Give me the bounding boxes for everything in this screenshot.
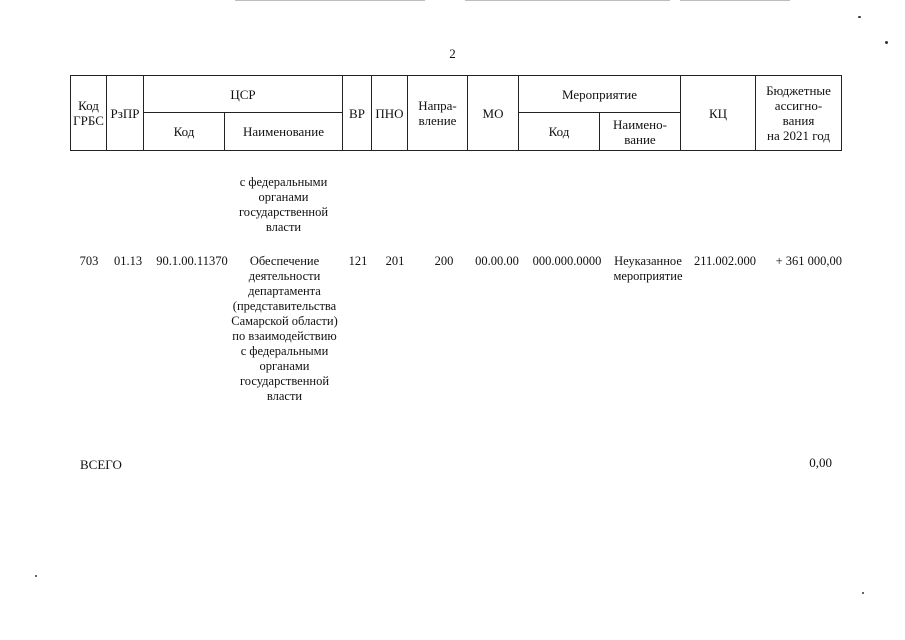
header-budget: Бюджетные ассигно- вания на 2021 год	[755, 75, 842, 151]
header-kc: КЦ	[680, 75, 756, 151]
cell-rzpr: 01.13	[113, 254, 143, 268]
cell-mer-kod: 000.000.0000	[532, 254, 602, 268]
header-csr-kod: Код	[143, 112, 225, 151]
header-kod-grbs: Код ГРБС	[70, 75, 107, 151]
scan-speck	[885, 41, 888, 44]
scan-speck	[858, 16, 861, 18]
cell-amount: + 361 000,00	[775, 254, 842, 268]
header-mer-kod: Код	[518, 112, 600, 151]
cell-mo: 00.00.00	[475, 254, 519, 268]
scan-line	[680, 0, 790, 1]
page-number: 2	[449, 46, 456, 61]
scan-line	[465, 0, 670, 1]
cell-csr-naim: Обеспечение деятельности департамента (представительства Самарской области) по взаимодействию с федеральными органами государственной власти	[231, 254, 338, 403]
header-meropriyatie: Мероприятие	[518, 75, 681, 113]
total-value: 0,00	[809, 455, 832, 470]
header-pno: ПНО	[371, 75, 408, 151]
cell-mer-naim: Неуказанное мероприятие	[613, 254, 683, 283]
cell-grbs: 703	[79, 254, 99, 268]
cell-kc: 211.002.000	[693, 254, 757, 268]
header-vr: ВР	[342, 75, 372, 151]
total-label: ВСЕГО	[80, 457, 122, 472]
header-napravlenie: Напра- вление	[407, 75, 468, 151]
cell-csr-kod: 90.1.00.11370	[156, 254, 228, 268]
cell-vr: 121	[348, 254, 368, 268]
continued-name: с федеральными органами государственной власти	[238, 175, 329, 234]
scan-line	[235, 0, 425, 1]
scan-speck	[862, 592, 864, 594]
header-mer-naim: Наимено- вание	[599, 112, 681, 151]
cell-napravlenie: 200	[434, 254, 454, 268]
cell-pno: 201	[385, 254, 405, 268]
scan-speck	[35, 575, 37, 577]
header-csr: ЦСР	[143, 75, 343, 113]
header-csr-naim: Наименование	[224, 112, 343, 151]
header-rzpr: РзПР	[106, 75, 144, 151]
header-mo: МО	[467, 75, 519, 151]
